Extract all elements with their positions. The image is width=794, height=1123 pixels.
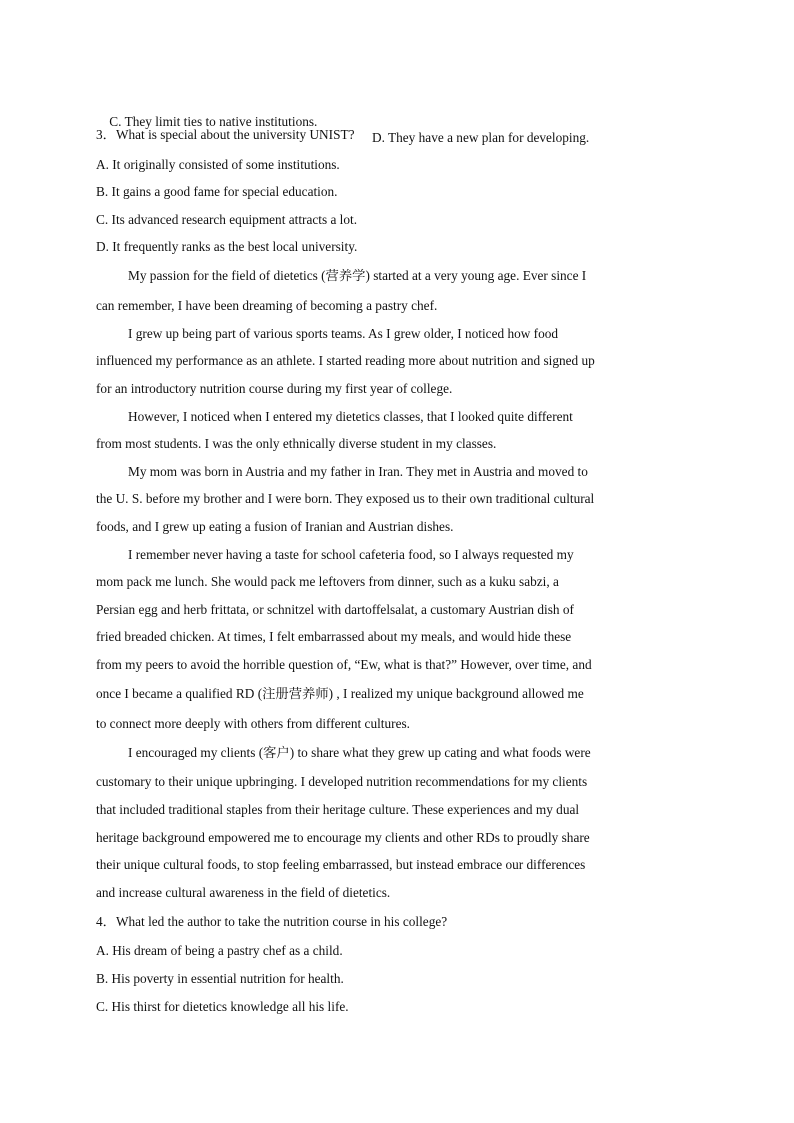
q3-option-a: A. It originally consisted of some institutions.: [96, 157, 340, 172]
q4-stem: 4．What led the author to take the nutrition course in his college?: [96, 914, 448, 929]
passage-line: My mom was born in Austria and my father in Iran. They met in Austria and moved to: [128, 464, 588, 479]
passage-line: influenced my performance as an athlete. I started reading more about nutrition and signed up: [96, 353, 595, 368]
passage-line: mom pack me lunch. She would pack me leftovers from dinner, such as a kuku sabzi, a: [96, 574, 559, 589]
passage-line: from my peers to avoid the horrible question of, “Ew, what is that?” However, over time, and: [96, 657, 592, 672]
passage-line: once I became a qualified RD (注册营养师) , I realized my unique background allowed me: [96, 686, 584, 701]
q4-option-b: B. His poverty in essential nutrition for health.: [96, 971, 344, 986]
passage-line: I remember never having a taste for school cafeteria food, so I always requested my: [128, 547, 574, 562]
q3-stem: 3．What is special about the university UNIST?: [96, 127, 355, 142]
passage-line: for an introductory nutrition course during my first year of college.: [96, 381, 453, 396]
q3-option-d: D. It frequently ranks as the best local university.: [96, 239, 358, 254]
q4-option-c: C. His thirst for dietetics knowledge all his life.: [96, 999, 349, 1014]
q3-option-b: B. It gains a good fame for special education.: [96, 184, 338, 199]
passage-line: that included traditional staples from their heritage culture. These experiences and my dual: [96, 802, 580, 817]
passage-line: Persian egg and herb frittata, or schnitzel with dartoffelsalat, a customary Austrian dish of: [96, 602, 574, 617]
passage-line: My passion for the field of dietetics (营养学) started at a very young age. Ever since I: [128, 268, 587, 283]
passage-line: to connect more deeply with others from different cultures.: [96, 716, 410, 731]
passage-line: from most students. I was the only ethnically diverse student in my classes.: [96, 436, 497, 451]
q2-option-d: D. They have a new plan for developing.: [372, 130, 590, 145]
passage-line: their unique cultural foods, to stop feeling embarrassed, but instead embrace our differences: [96, 857, 586, 872]
passage-line: I grew up being part of various sports teams. As I grew older, I noticed how food: [128, 326, 559, 341]
passage-line: fried breaded chicken. At times, I felt embarrassed about my meals, and would hide these: [96, 629, 572, 644]
passage-line: customary to their unique upbringing. I developed nutrition recommendations for my clients: [96, 774, 588, 789]
passage-line: the U. S. before my brother and I were born. They exposed us to their own traditional cultural: [96, 491, 595, 506]
passage-line: However, I noticed when I entered my dietetics classes, that I looked quite different: [128, 409, 573, 424]
passage-line: and increase cultural awareness in the field of dietetics.: [96, 885, 391, 900]
passage-line: can remember, I have been dreaming of becoming a pastry chef.: [96, 298, 438, 313]
passage-line: foods, and I grew up eating a fusion of Iranian and Austrian dishes.: [96, 519, 454, 534]
q3-option-c: C. Its advanced research equipment attracts a lot.: [96, 212, 358, 227]
q2-option-c: C. They limit ties to native institutions.: [109, 114, 318, 129]
passage-line: heritage background empowered me to encourage my clients and other RDs to proudly share: [96, 830, 590, 845]
q4-option-a: A. His dream of being a pastry chef as a child.: [96, 943, 343, 958]
passage-line: I encouraged my clients (客户) to share what they grew up cating and what foods were: [128, 745, 591, 760]
